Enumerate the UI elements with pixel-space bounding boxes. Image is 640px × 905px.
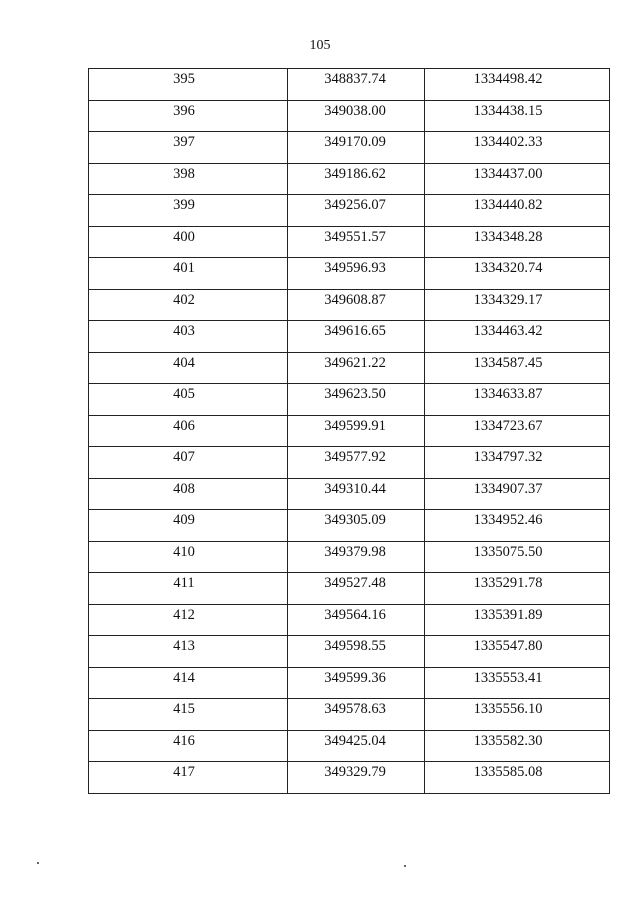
cell-text: 349425.04 xyxy=(324,732,386,749)
point-id-cell xyxy=(89,258,288,290)
table-row xyxy=(89,604,610,636)
table-row xyxy=(89,289,610,321)
cell-text: 416 xyxy=(173,732,195,749)
cell-text: 1334320.74 xyxy=(473,260,543,276)
x-coordinate-cell xyxy=(288,258,425,290)
cell-text: 349577.92 xyxy=(324,449,386,465)
table-row xyxy=(89,384,610,416)
coordinate-table xyxy=(88,68,610,794)
y-coordinate-cell xyxy=(425,195,610,227)
x-coordinate-cell xyxy=(288,730,425,762)
point-id-cell xyxy=(89,163,288,195)
table-body xyxy=(89,69,610,794)
y-coordinate-cell xyxy=(425,163,610,195)
cell-text: 413 xyxy=(173,638,195,654)
point-id-cell xyxy=(89,226,288,258)
y-coordinate-cell xyxy=(425,384,610,416)
page-number: 105 xyxy=(309,38,331,53)
cell-text: 349608.87 xyxy=(324,291,386,308)
y-coordinate-cell xyxy=(425,289,610,321)
table-row xyxy=(89,352,610,384)
cell-text: 349379.98 xyxy=(324,543,386,560)
point-id-cell xyxy=(89,636,288,668)
table-row xyxy=(89,762,610,794)
x-coordinate-cell xyxy=(288,132,425,164)
cell-text: 401 xyxy=(173,260,195,276)
cell-text: 349038.00 xyxy=(324,102,386,119)
y-coordinate-cell xyxy=(425,69,610,101)
cell-text: 398 xyxy=(173,165,195,182)
cell-text: 349599.36 xyxy=(324,669,386,686)
x-coordinate-cell xyxy=(288,510,425,542)
cell-text: 349305.09 xyxy=(324,512,386,528)
cell-text: 1335556.10 xyxy=(473,701,543,717)
x-coordinate-cell xyxy=(288,667,425,699)
table-row xyxy=(89,478,610,510)
x-coordinate-cell xyxy=(288,195,425,227)
cell-text: 1335291.78 xyxy=(473,575,543,591)
y-coordinate-cell xyxy=(425,258,610,290)
cell-text: 1334633.87 xyxy=(473,386,543,402)
cell-text: 1335582.30 xyxy=(473,732,543,749)
table-row xyxy=(89,100,610,132)
table-row xyxy=(89,699,610,731)
table-row xyxy=(89,415,610,447)
y-coordinate-cell xyxy=(425,604,610,636)
y-coordinate-cell xyxy=(425,699,610,731)
x-coordinate-cell xyxy=(288,541,425,573)
x-coordinate-cell xyxy=(288,100,425,132)
cell-text: 417 xyxy=(173,764,195,780)
x-coordinate-cell xyxy=(288,762,425,794)
scan-artifact-dot xyxy=(37,862,39,864)
x-coordinate-cell xyxy=(288,226,425,258)
table-row xyxy=(89,132,610,164)
x-coordinate-cell xyxy=(288,636,425,668)
x-coordinate-cell xyxy=(288,163,425,195)
point-id-cell xyxy=(89,510,288,542)
cell-text: 349578.63 xyxy=(324,701,386,717)
point-id-cell xyxy=(89,69,288,101)
cell-text: 349616.65 xyxy=(324,323,386,339)
cell-text: 1334723.67 xyxy=(473,417,543,434)
point-id-cell xyxy=(89,730,288,762)
cell-text: 1335585.08 xyxy=(473,764,543,780)
y-coordinate-cell xyxy=(425,321,610,353)
point-id-cell xyxy=(89,604,288,636)
cell-text: 402 xyxy=(173,291,195,308)
cell-text: 399 xyxy=(173,197,195,213)
cell-text: 415 xyxy=(173,701,195,717)
x-coordinate-cell xyxy=(288,699,425,731)
cell-text: 1335547.80 xyxy=(473,638,543,654)
cell-text: 395 xyxy=(173,71,195,87)
table-row xyxy=(89,258,610,290)
point-id-cell xyxy=(89,384,288,416)
y-coordinate-cell xyxy=(425,132,610,164)
table-row xyxy=(89,69,610,101)
table-row xyxy=(89,510,610,542)
x-coordinate-cell xyxy=(288,384,425,416)
cell-text: 349170.09 xyxy=(324,134,386,150)
table-row xyxy=(89,730,610,762)
cell-text: 411 xyxy=(173,575,195,591)
point-id-cell xyxy=(89,541,288,573)
cell-text: 405 xyxy=(173,386,195,402)
cell-text: 349310.44 xyxy=(324,480,386,497)
cell-text: 1334797.32 xyxy=(473,449,543,465)
cell-text: 396 xyxy=(173,102,195,119)
point-id-cell xyxy=(89,667,288,699)
cell-text: 409 xyxy=(173,512,195,528)
y-coordinate-cell xyxy=(425,415,610,447)
point-id-cell xyxy=(89,573,288,605)
cell-text: 397 xyxy=(173,134,195,150)
cell-text: 349186.62 xyxy=(324,165,386,182)
table-row xyxy=(89,447,610,479)
point-id-cell xyxy=(89,699,288,731)
cell-text: 407 xyxy=(173,449,195,465)
y-coordinate-cell xyxy=(425,730,610,762)
cell-text: 1335553.41 xyxy=(473,669,543,686)
table-row xyxy=(89,573,610,605)
y-coordinate-cell xyxy=(425,667,610,699)
cell-text: 1334587.45 xyxy=(473,354,543,371)
cell-text: 348837.74 xyxy=(324,71,386,87)
cell-text: 400 xyxy=(173,228,195,245)
point-id-cell xyxy=(89,352,288,384)
table-row xyxy=(89,321,610,353)
y-coordinate-cell xyxy=(425,447,610,479)
table-row xyxy=(89,163,610,195)
table-row xyxy=(89,636,610,668)
cell-text: 349256.07 xyxy=(324,197,386,213)
x-coordinate-cell xyxy=(288,447,425,479)
cell-text: 408 xyxy=(173,480,195,497)
cell-text: 1334463.42 xyxy=(473,323,543,339)
y-coordinate-cell xyxy=(425,573,610,605)
cell-text: 1334440.82 xyxy=(473,197,543,213)
cell-text: 1334329.17 xyxy=(473,291,543,308)
point-id-cell xyxy=(89,100,288,132)
cell-text: 349623.50 xyxy=(324,386,386,402)
cell-text: 1334498.42 xyxy=(473,71,543,87)
cell-text: 349551.57 xyxy=(324,228,386,245)
y-coordinate-cell xyxy=(425,762,610,794)
point-id-cell xyxy=(89,478,288,510)
cell-text: 349596.93 xyxy=(324,260,386,276)
cell-text: 403 xyxy=(173,323,195,339)
cell-text: 1335391.89 xyxy=(473,606,543,623)
scan-artifact-dot xyxy=(404,865,406,867)
cell-text: 1334402.33 xyxy=(473,134,543,150)
cell-text: 414 xyxy=(173,669,195,686)
y-coordinate-cell xyxy=(425,478,610,510)
table-row xyxy=(89,195,610,227)
cell-text: 349527.48 xyxy=(324,575,386,591)
x-coordinate-cell xyxy=(288,478,425,510)
point-id-cell xyxy=(89,762,288,794)
y-coordinate-cell xyxy=(425,226,610,258)
cell-text: 1334907.37 xyxy=(473,480,543,497)
point-id-cell xyxy=(89,132,288,164)
cell-text: 349599.91 xyxy=(324,417,386,434)
cell-text: 406 xyxy=(173,417,195,434)
y-coordinate-cell xyxy=(425,636,610,668)
cell-text: 412 xyxy=(173,606,195,623)
point-id-cell xyxy=(89,321,288,353)
point-id-cell xyxy=(89,447,288,479)
cell-text: 410 xyxy=(173,543,195,560)
y-coordinate-cell xyxy=(425,100,610,132)
point-id-cell xyxy=(89,195,288,227)
y-coordinate-cell xyxy=(425,510,610,542)
y-coordinate-cell xyxy=(425,541,610,573)
x-coordinate-cell xyxy=(288,573,425,605)
cell-text: 404 xyxy=(173,354,195,371)
cell-text: 349598.55 xyxy=(324,638,386,654)
point-id-cell xyxy=(89,289,288,321)
x-coordinate-cell xyxy=(288,321,425,353)
x-coordinate-cell xyxy=(288,415,425,447)
cell-text: 1334348.28 xyxy=(473,228,543,245)
cell-text: 349564.16 xyxy=(324,606,386,623)
x-coordinate-cell xyxy=(288,352,425,384)
x-coordinate-cell xyxy=(288,289,425,321)
cell-text: 1335075.50 xyxy=(473,543,543,560)
cell-text: 1334438.15 xyxy=(473,102,543,119)
table-row xyxy=(89,541,610,573)
y-coordinate-cell xyxy=(425,352,610,384)
table-row xyxy=(89,667,610,699)
cell-text: 1334437.00 xyxy=(473,165,543,182)
cell-text: 1334952.46 xyxy=(473,512,543,528)
point-id-cell xyxy=(89,415,288,447)
cell-text: 349329.79 xyxy=(324,764,386,780)
table-row xyxy=(89,226,610,258)
x-coordinate-cell xyxy=(288,604,425,636)
cell-text: 349621.22 xyxy=(324,354,386,371)
x-coordinate-cell xyxy=(288,69,425,101)
